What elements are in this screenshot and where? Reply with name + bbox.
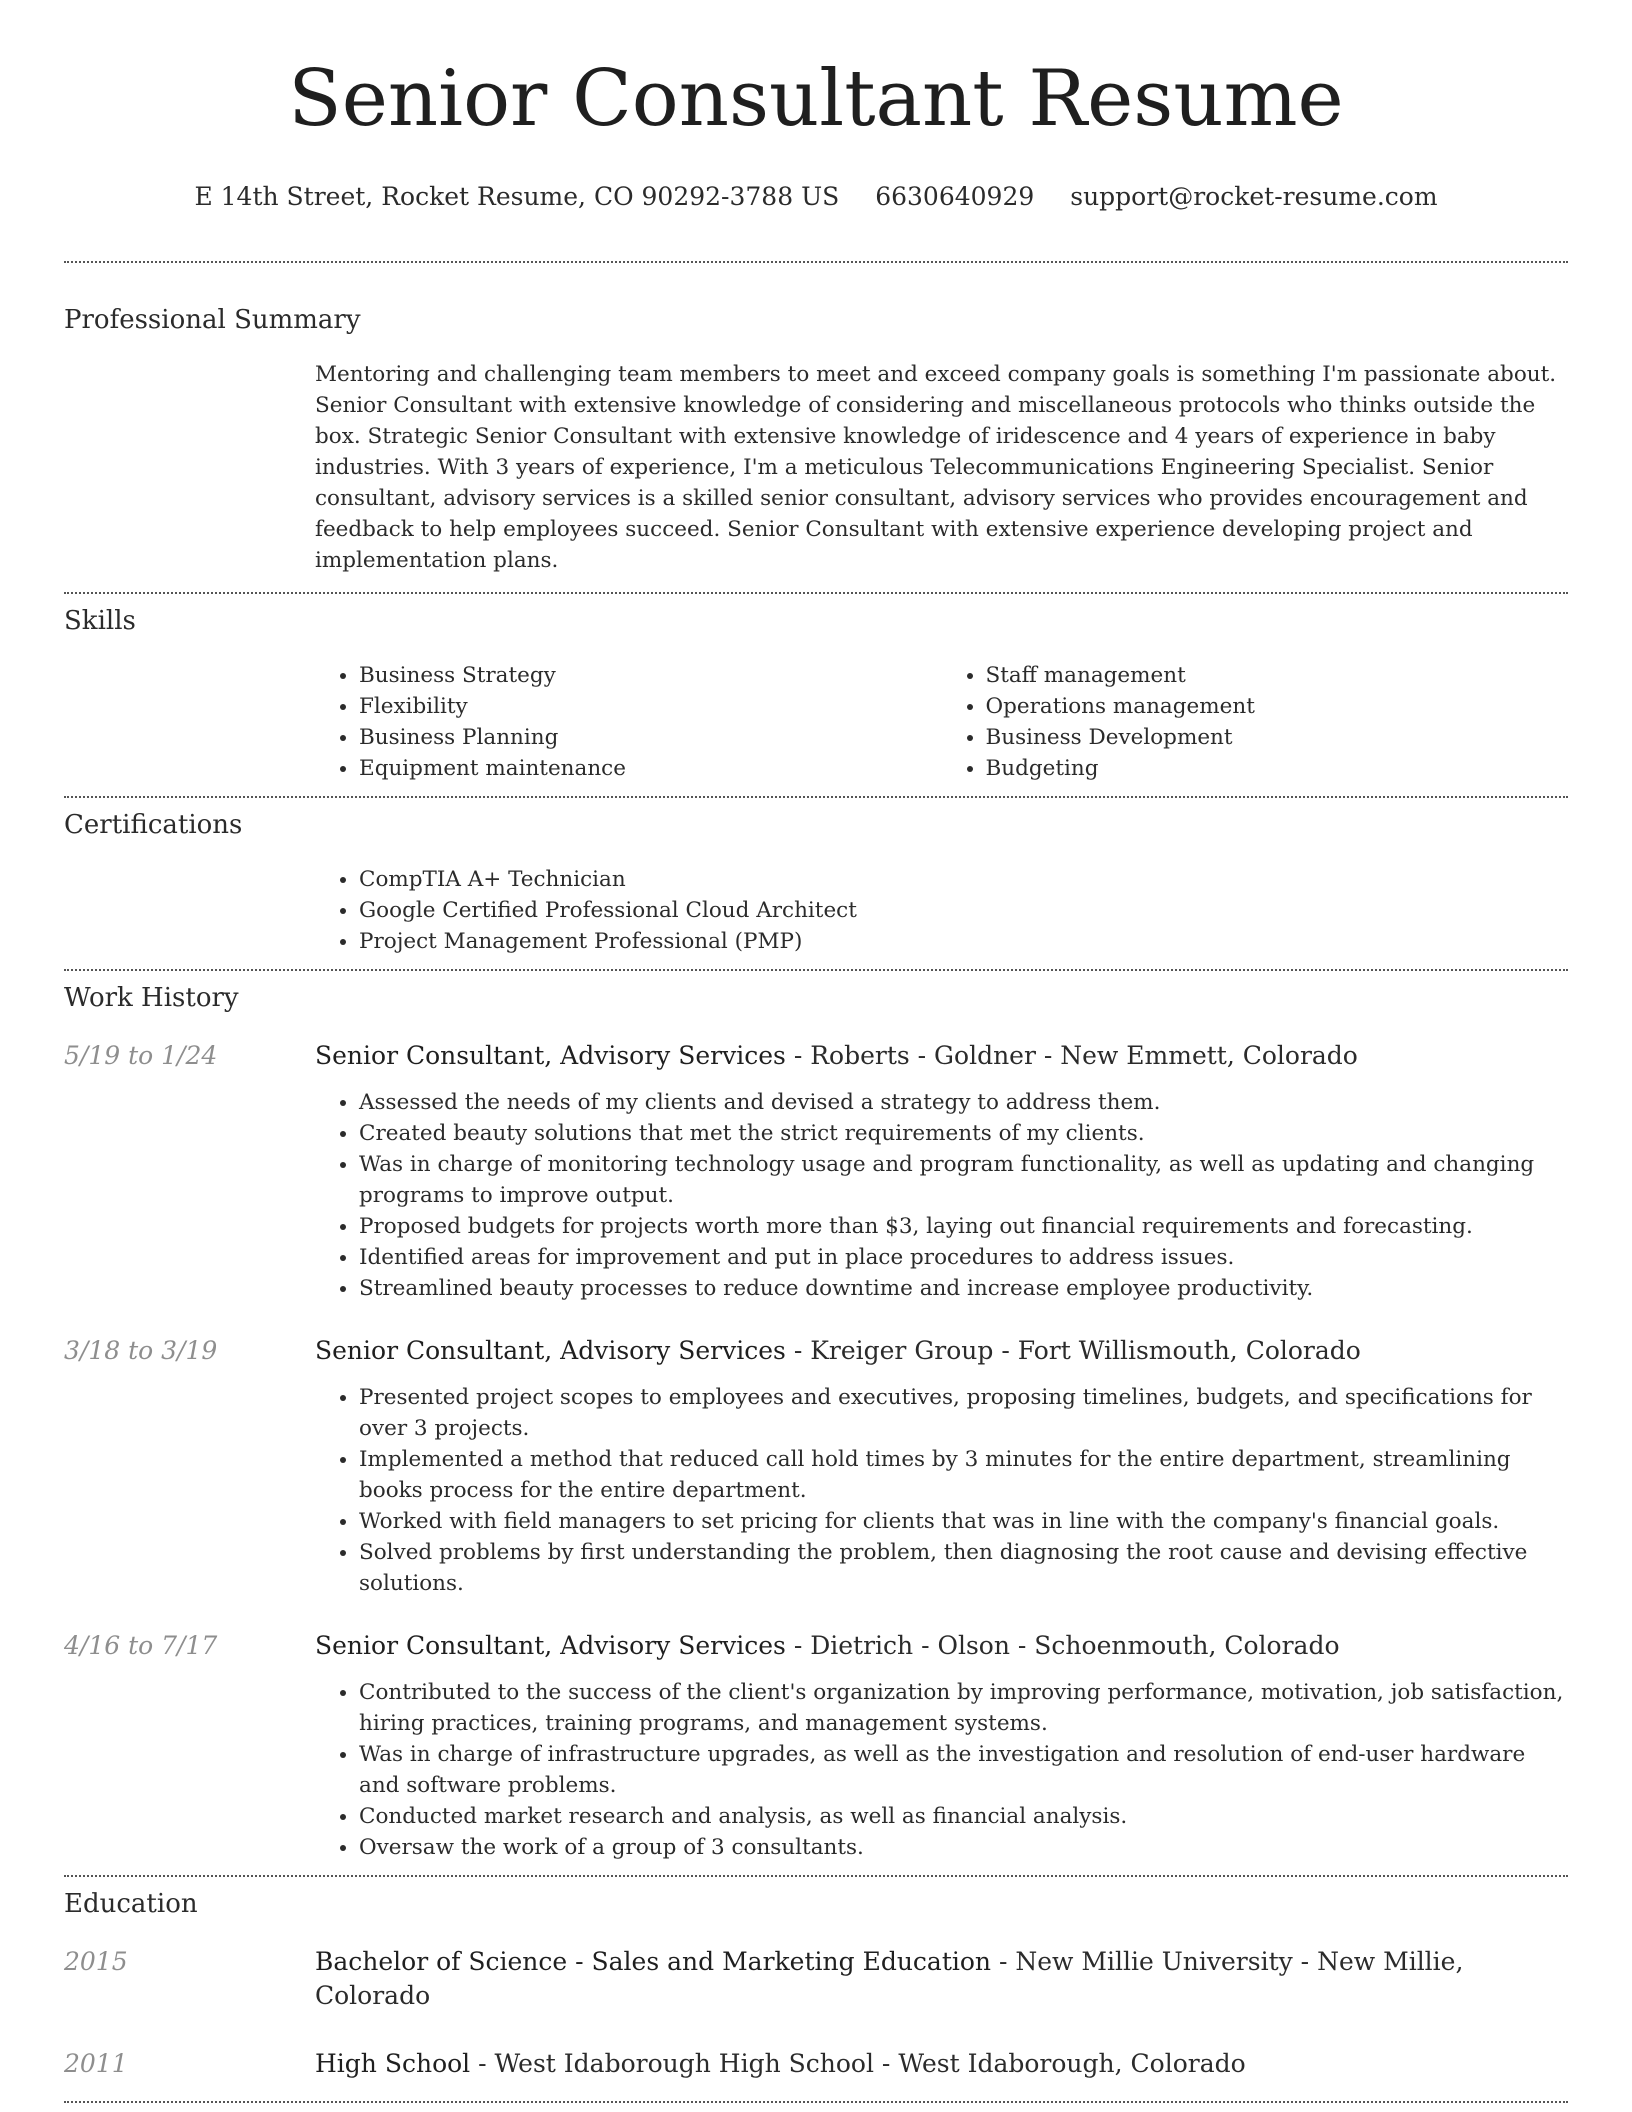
job-bullet: • Presented project scopes to employees and executives, proposing timelines, budgets, and specifications for over 3 projects. (359, 1382, 1568, 1444)
job-bullet: • Conducted market research and analysis, as well as financial analysis. (359, 1801, 1568, 1832)
resume-header (64, 0, 1568, 213)
job-role: Senior Consultant, Advisory Services (315, 1336, 786, 1365)
job-employer: - Roberts - Goldner - New Emmett, Colorado (785, 1041, 1358, 1070)
phone: 6630640929 (875, 182, 1035, 211)
address: E 14th Street, Rocket Resume, CO 90292-3788 US (194, 182, 840, 211)
education-school: - West Idaborough High School - West Idaborough, Colorado (470, 2049, 1246, 2078)
job-bullet: • Assessed the needs of my clients and devised a strategy to address them. (359, 1087, 1568, 1118)
job-bullets (315, 1087, 1568, 1304)
certification-item: • CompTIA A+ Technician (359, 864, 1568, 895)
education-title (315, 2047, 1246, 2081)
certification-item: • Google Certified Professional Cloud Architect (359, 895, 1568, 926)
skills-section (64, 594, 1568, 796)
education-title (315, 1945, 1568, 2013)
job-employer: - Kreiger Group - Fort Willismouth, Colorado (785, 1336, 1361, 1365)
education-entry (64, 2047, 1568, 2101)
education-school: - New Millie University - New Millie, Colorado (315, 1947, 1464, 2010)
certifications-list (315, 864, 1568, 957)
job-bullet: • Identified areas for improvement and put in place procedures to address issues. (359, 1242, 1568, 1273)
education-degree: Bachelor of Science - Sales and Marketing Education (315, 1947, 992, 1976)
divider (64, 2101, 1568, 2103)
job-entry (64, 1039, 1568, 1304)
job-bullet: • Created beauty solutions that met the strict requirements of my clients. (359, 1118, 1568, 1149)
job-role: Senior Consultant, Advisory Services (315, 1041, 786, 1070)
job-bullet: • Was in charge of infrastructure upgrades, as well as the investigation and resolution of end-user hardware and software problems. (359, 1739, 1568, 1801)
job-entry (64, 1629, 1568, 1875)
job-dates: 4/16 to 7/17 (64, 1631, 218, 1660)
job-bullets (315, 1382, 1568, 1599)
job-bullet: • Solved problems by first understanding the problem, then diagnosing the root cause and devising effective solutions. (359, 1537, 1568, 1599)
section-title-skills: Skills (64, 606, 136, 636)
job-title (315, 1334, 1361, 1368)
skill-item: • Equipment maintenance (359, 753, 942, 784)
job-bullet: • Was in charge of monitoring technology usage and program functionality, as well as updating and changing programs to improve output. (359, 1149, 1568, 1211)
section-title-summary: Professional Summary (64, 305, 361, 335)
skill-item: • Business Strategy (359, 660, 942, 691)
skill-item: • Business Development (986, 722, 1569, 753)
education-entry (64, 1945, 1568, 2013)
job-bullet: • Streamlined beauty processes to reduce downtime and increase employee productivity. (359, 1273, 1568, 1304)
job-bullet: • Worked with field managers to set pricing for clients that was in line with the company's financial goals. (359, 1506, 1568, 1537)
skill-item: • Flexibility (359, 691, 942, 722)
job-bullet: • Oversaw the work of a group of 3 consultants. (359, 1832, 1568, 1863)
job-entry (64, 1334, 1568, 1599)
job-dates: 3/18 to 3/19 (64, 1336, 218, 1365)
contact-line (64, 181, 1568, 213)
education-year: 2015 (64, 1947, 128, 1976)
summary-text: Mentoring and challenging team members to meet and exceed company goals is something I'm passionate about. Senior Consultant with extensive knowledge of considering and miscellaneous protocols who thinks outside the box. Strategic Senior Consultant with extensive knowledge of iridescence and 4 years of experience in baby industries. With 3 years of experience, I'm a meticulous Telecommunications Engineering Specialist. Senior consultant, advisory services is a skilled senior consultant, advisory services who provides encouragement and feedback to help employees succeed. Senior Consultant with extensive experience developing project and implementation plans. (315, 362, 1557, 573)
skill-item: • Business Planning (359, 722, 942, 753)
work-history-section (64, 971, 1568, 1875)
education-section (64, 1877, 1568, 2101)
job-title (315, 1039, 1358, 1073)
section-title-education: Education (64, 1889, 198, 1919)
job-bullet: • Proposed budgets for projects worth more than $3, laying out financial requirements and forecasting. (359, 1211, 1568, 1242)
skill-item: • Budgeting (986, 753, 1569, 784)
section-title-certifications: Certifications (64, 810, 243, 840)
job-bullets (315, 1677, 1568, 1863)
job-title (315, 1629, 1340, 1663)
skill-item: • Staff management (986, 660, 1569, 691)
education-year: 2011 (64, 2049, 128, 2078)
resume-title: Senior Consultant Resume (288, 54, 1344, 144)
job-dates: 5/19 to 1/24 (64, 1041, 218, 1070)
education-degree: High School (315, 2049, 471, 2078)
summary-section (64, 263, 1568, 592)
section-title-work: Work History (64, 983, 239, 1013)
job-bullet: • Implemented a method that reduced call hold times by 3 minutes for the entire department, streamlining books process for the entire department. (359, 1444, 1568, 1506)
certification-item: • Project Management Professional (PMP) (359, 926, 1568, 957)
job-bullet: • Contributed to the success of the client's organization by improving performance, motivation, job satisfaction, hiring practices, training programs, and management systems. (359, 1677, 1568, 1739)
skills-list-left (315, 660, 942, 784)
skill-item: • Operations management (986, 691, 1569, 722)
job-role: Senior Consultant, Advisory Services (315, 1631, 786, 1660)
email: support@rocket-resume.com (1070, 182, 1438, 211)
job-employer: - Dietrich - Olson - Schoenmouth, Colorado (785, 1631, 1340, 1660)
certifications-section (64, 798, 1568, 969)
skills-list-right (942, 660, 1569, 784)
